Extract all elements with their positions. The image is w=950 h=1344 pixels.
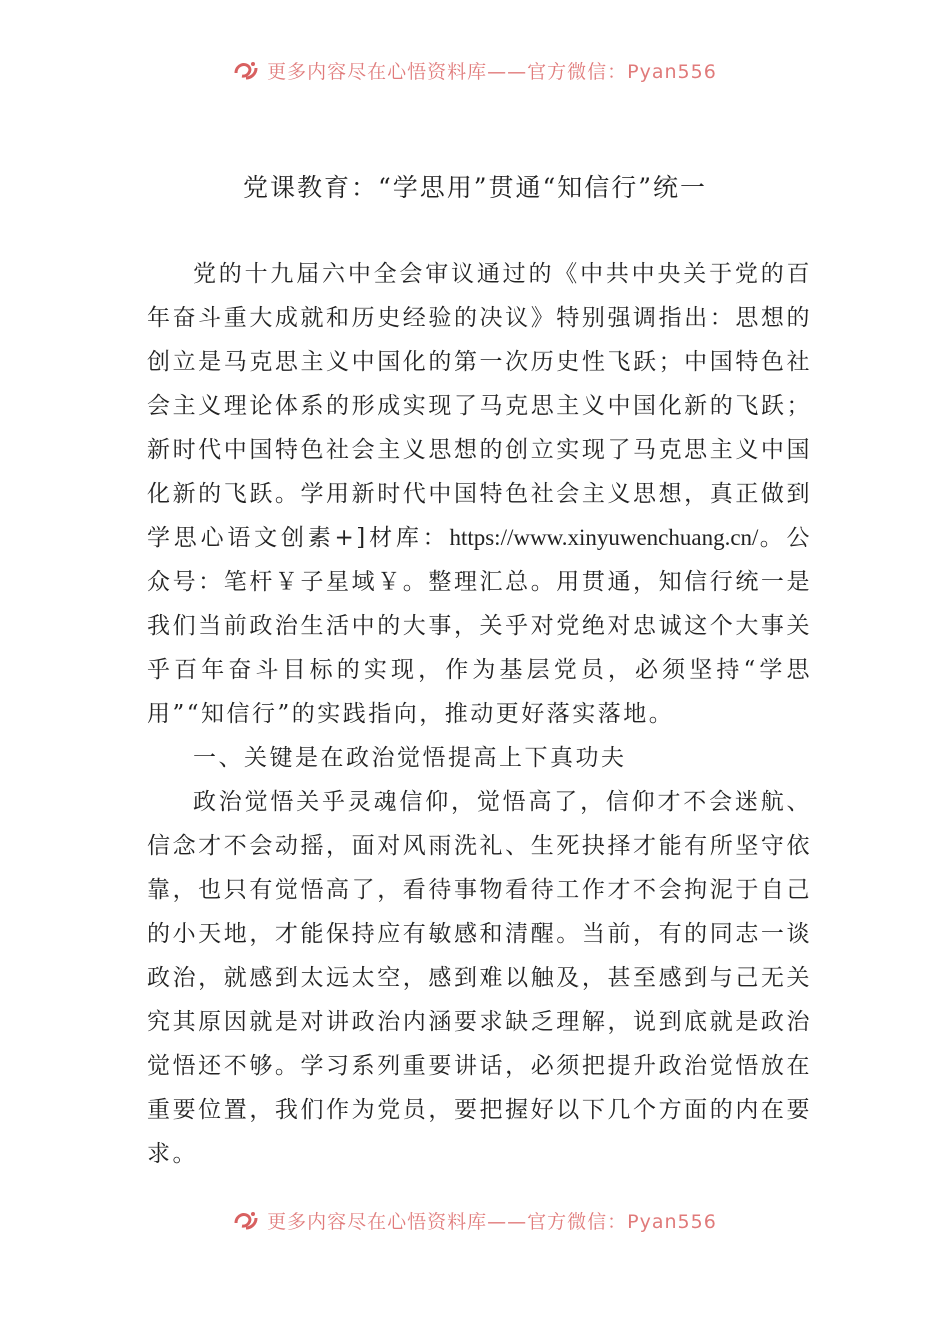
document-body <box>147 252 812 1176</box>
section-heading: 一、关键是在政治觉悟提高上下真功夫 <box>193 745 627 771</box>
intro-paragraph <box>147 252 812 736</box>
page-title: 党课教育：“学思用”贯通“知信行”统一 <box>242 173 708 202</box>
watermark-header <box>0 55 950 85</box>
website-link[interactable]: https://www.xinyuwenchuang.cn/ <box>449 525 759 550</box>
intro-text-after: 。公众号：笔杆￥子星域￥。整理汇总。用贯通，知信行统一是我们当前政治生活中的大事，关乎对党绝对忠诚这个大事关乎百年奋斗目标的实现，作为基层党员，必须坚持“学思用”“知信行”的实践指向，推动更好落实落地。 <box>147 525 813 727</box>
intro-text-before: 党的十九届六中全会审议通过的《中共中央关于党的百年奋斗重大成就和历史经验的决议》特别强调指出：思想的创立是马克思主义中国化的第一次历史性飞跃；中国特色社会主义理论体系的形成实现了马克思主义中国化新的飞跃；新时代中国特色社会主义思想的创立实现了马克思主义中国化新的飞跃。学用新时代中国特色社会主义思想，真正做到学思心语文创素+]材库： <box>147 261 812 551</box>
watermark-text: 更多内容尽在心悟资料库——官方微信：Pyan556 <box>267 1210 717 1233</box>
logo-icon <box>233 59 259 81</box>
body-paragraph: 政治觉悟关乎灵魂信仰，觉悟高了，信仰才不会迷航、信念才不会动摇，面对风雨洗礼、生死抉择才能有所坚守依靠，也只有觉悟高了，看待事物看待工作才不会拘泥于自己的小天地，才能保持应有敏感和清醒。当前，有的同志一谈政治，就感到太远太空，感到难以触及，甚至感到与己无关究其原因就是对讲政治内涵要求缺乏理解，说到底就是政治觉悟还不够。学习系列重要讲话，必须把提升政治觉悟放在重要位置，我们作为党员，要把握好以下几个方面的内在要求。 <box>147 789 812 1167</box>
watermark-text: 更多内容尽在心悟资料库——官方微信：Pyan556 <box>267 60 717 83</box>
logo-icon <box>233 1209 259 1231</box>
watermark-footer <box>0 1205 950 1235</box>
